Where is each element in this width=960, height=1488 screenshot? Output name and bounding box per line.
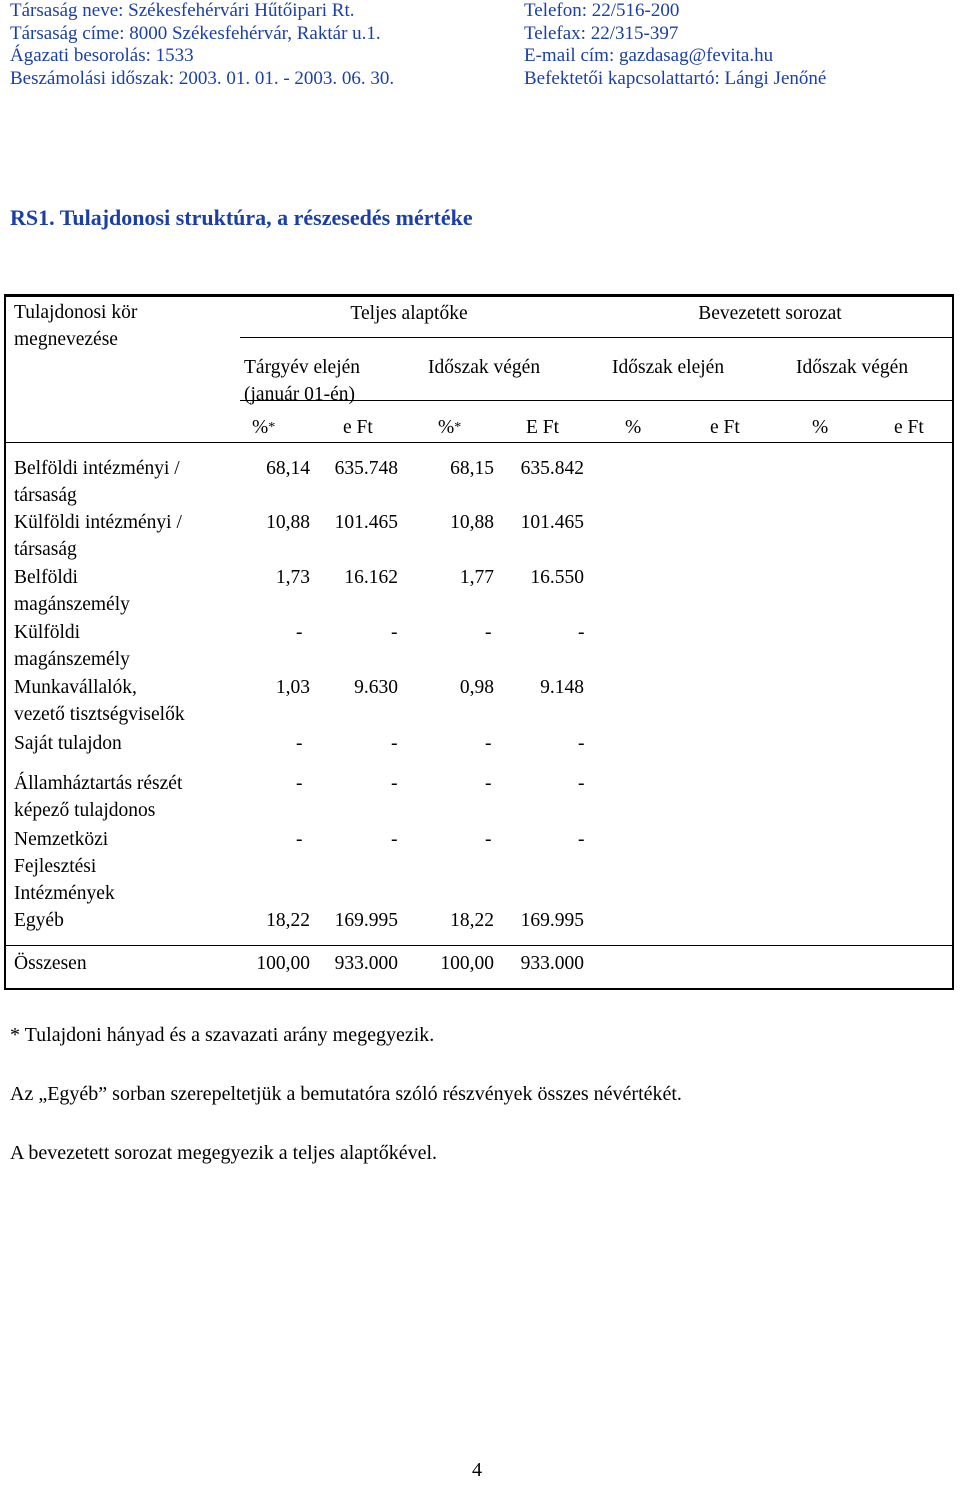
row-label: Összesen [14,953,87,974]
row-label: Saját tulajdon [14,733,122,754]
sub-period-end-1: Időszak végén [428,357,541,378]
cell-eft-start: - [391,829,398,850]
row-label-cont: magánszemély [14,594,130,615]
sub-year-start: Tárgyév elején [244,357,361,378]
group-listed-series: Bevezetett sorozat [698,303,842,324]
cell-eft-start: 101.465 [334,512,398,533]
owner-header-line1: Tulajdonosi kör [14,302,138,323]
row-label-cont: vezető tisztségviselők [14,704,185,725]
cell-eft-start: - [391,773,398,794]
cell-pct-start: - [296,622,303,643]
row-label-cont: társaság [14,485,77,506]
cell-eft-end: 635.842 [520,458,584,479]
cell-pct-start: - [296,773,303,794]
cell-eft-end: 933.000 [520,953,584,974]
investor-contact: Befektetői kapcsolattartó: Lángi Jenőné [524,67,827,89]
cell-eft-start: 635.748 [334,458,398,479]
cell-eft-end: - [578,829,585,850]
cell-pct-end: 10,88 [450,512,494,533]
cell-eft-start: 9.630 [354,677,398,698]
email: E-mail cím: gazdasag@fevita.hu [524,45,774,66]
row-label: Államháztartás részét [14,773,183,794]
reporting-period: Beszámolási időszak: 2003. 01. 01. - 2003. 06. 30. [10,67,395,89]
unit-eft-4: e Ft [894,417,924,438]
cell-eft-start: - [391,622,398,643]
header-left [10,0,394,90]
cell-pct-end: - [485,829,492,850]
row-label-cont: Intézmények [14,883,115,904]
cell-pct-end: - [485,622,492,643]
cell-pct-start: 1,73 [275,567,310,588]
unit-eft-2: E Ft [526,417,560,438]
cell-pct-end: 0,98 [459,677,494,698]
cell-pct-start: 1,03 [275,677,310,698]
unit-pct-4: % [812,417,829,438]
row-label: Munkavállalók, [14,677,137,698]
cell-eft-end: 169.995 [520,910,584,931]
unit-pct-1: %* [252,417,276,438]
cell-pct-start: - [296,829,303,850]
row-label: Külföldi intézményi / [14,512,182,533]
cell-eft-end: 9.148 [540,677,584,698]
note-listed-series: A bevezetett sorozat megegyezik a teljes alaptőkével. [10,1142,438,1164]
cell-eft-end: - [578,622,585,643]
page-number: 4 [472,1459,482,1481]
footnote: * Tulajdoni hányad és a szavazati arány megegyezik. [10,1024,435,1046]
ownership-table [4,294,954,990]
cell-pct-start: 10,88 [266,512,310,533]
row-label-cont: társaság [14,539,77,560]
company-name: Társaság neve: Székesfehérvári Hűtőipari Rt. [10,0,355,21]
cell-eft-start: - [391,733,398,754]
row-label-cont: képező tulajdonos [14,800,156,821]
company-address: Társaság címe: 8000 Székesfehérvár, Raktár u.1. [10,22,381,44]
cell-pct-start: 18,22 [266,910,310,931]
cell-eft-end: - [578,773,585,794]
cell-eft-start: 169.995 [334,910,398,931]
cell-pct-start: 68,14 [266,458,310,479]
cell-pct-start: - [296,733,303,754]
unit-eft-3: e Ft [710,417,740,438]
cell-pct-end: 68,15 [450,458,494,479]
cell-pct-end: 1,77 [459,567,494,588]
cell-pct-end: 18,22 [450,910,494,931]
cell-eft-start: 933.000 [334,953,398,974]
note-other-row: Az „Egyéb” sorban szerepeltetjük a bemutatóra szóló részvények összes névértékét. [10,1083,682,1105]
row-label: Külföldi [14,622,81,643]
cell-pct-start: 100,00 [256,953,310,974]
cell-pct-end: - [485,773,492,794]
cell-eft-end: 101.465 [520,512,584,533]
row-label-cont: Fejlesztési [14,856,97,877]
section-title: RS1. Tulajdonosi struktúra, a részesedés mértéke [10,205,473,230]
row-label: Egyéb [14,910,64,931]
sub-period-start: Időszak elején [612,357,725,378]
cell-pct-end: - [485,733,492,754]
cell-eft-end: - [578,733,585,754]
header-right [524,0,826,90]
group-full-capital: Teljes alaptőke [350,303,468,324]
row-label: Nemzetközi [14,829,109,850]
owner-header-line2: megnevezése [14,329,118,350]
cell-eft-end: 16.550 [530,567,584,588]
row-label: Belföldi [14,567,78,588]
unit-pct-2: %* [438,417,462,438]
row-label-cont: magánszemély [14,649,130,670]
phone: Telefon: 22/516-200 [524,0,680,21]
cell-eft-start: 16.162 [344,567,398,588]
unit-eft-1: e Ft [343,417,373,438]
sub-period-end-2: Időszak végén [796,357,909,378]
sub-year-start-note: (január 01-én) [244,384,355,405]
unit-pct-3: % [625,417,642,438]
sector: Ágazati besorolás: 1533 [10,45,194,66]
cell-pct-end: 100,00 [440,953,494,974]
fax: Telefax: 22/315-397 [524,22,679,44]
row-label: Belföldi intézményi / [14,458,180,479]
